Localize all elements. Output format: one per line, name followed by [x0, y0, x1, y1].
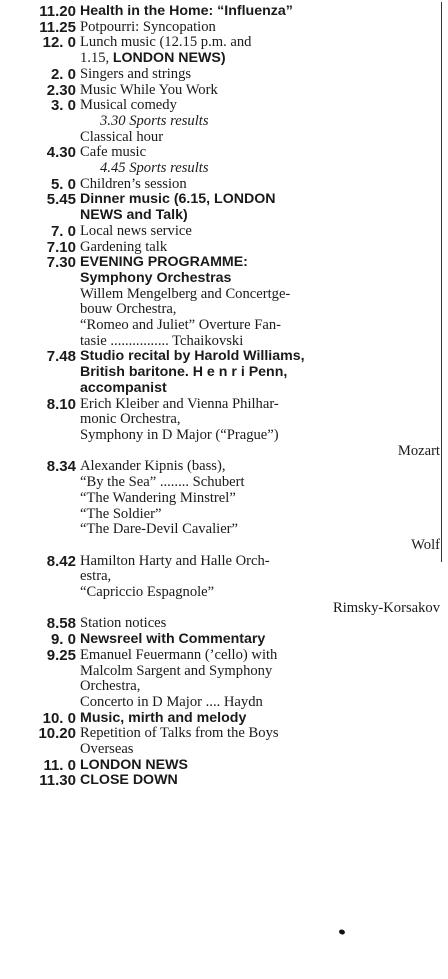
entry-time: 3. 0: [50, 97, 76, 115]
entry-line: Potpourri: Syncopation: [80, 18, 216, 35]
entry-line: Erich Kleiber and Vienna Philhar-: [80, 395, 279, 412]
schedule-entry: [0, 632, 444, 648]
entry-body: [78, 4, 444, 20]
entry-line: “By the Sea” ........ Schubert: [80, 474, 245, 491]
entry-time: 2.30: [46, 81, 76, 99]
entry-body: [78, 711, 444, 727]
entry-time: 8.58: [46, 615, 76, 633]
entry-line: Symphony in D Major (“Prague”): [80, 426, 279, 443]
entry-time: 4.30: [46, 144, 76, 162]
entry-line: Music While You Work: [80, 81, 218, 98]
entry-line: 4.45 Sports results: [100, 160, 209, 177]
entry-time: 11. 0: [43, 756, 76, 774]
entry-line: [80, 51, 440, 67]
entry-line: Concerto in D Major .... Haydn: [80, 693, 263, 710]
entry-line: Studio recital by Harold Williams,: [80, 348, 305, 365]
schedule-entry: [0, 554, 444, 617]
entry-body: [78, 758, 444, 774]
entry-line: Hamilton Harty and Halle Orch-: [80, 552, 270, 569]
entry-line: Local news service: [80, 222, 192, 239]
entry-time: 9.25: [46, 646, 76, 664]
schedule-entry: [0, 67, 444, 83]
entry-line: monic Orchestra,: [80, 411, 181, 428]
entry-line: accompanist: [80, 379, 167, 396]
entry-body: [78, 83, 444, 99]
entry-body: [78, 192, 444, 223]
entry-line: “The Soldier”: [80, 505, 162, 522]
entry-line: Newsreel with Commentary: [80, 631, 266, 648]
entry-time: 7.48: [46, 348, 76, 366]
entry-time: 10. 0: [42, 709, 76, 727]
entry-time: 5.45: [46, 191, 76, 209]
entry-line: “Capriccio Espagnole”: [80, 584, 215, 601]
schedule-entry: [0, 35, 444, 66]
entry-line: Repetition of Talks from the Boys: [80, 725, 279, 742]
schedule-entry: [0, 20, 444, 36]
entry-line: Musical comedy: [80, 97, 177, 114]
schedule-entry: [0, 616, 444, 632]
entry-line: NEWS and Talk): [80, 207, 188, 224]
schedule-entry: [0, 459, 444, 553]
entry-body: [78, 632, 444, 648]
entry-body: [78, 554, 444, 617]
entry-time: 7.30: [46, 254, 76, 272]
entry-line: “Romeo and Juliet” Overture Fan-: [80, 317, 282, 334]
schedule-entry: [0, 98, 444, 145]
entry-time: 7.10: [46, 238, 76, 256]
entry-line: tasie ................ Tchaikovski: [80, 332, 244, 349]
composer-name: Rimsky-Korsakov: [332, 599, 440, 616]
entry-line: Malcolm Sargent and Symphony: [80, 662, 273, 679]
schedule-entry: [0, 397, 444, 460]
entry-line: Willem Mengelberg and Concertge-: [80, 285, 291, 302]
entry-time: 8.42: [46, 552, 76, 570]
entry-body: [78, 773, 444, 789]
entry-body: [78, 177, 444, 193]
entry-line: “The Dare-Devil Cavalier”: [80, 521, 239, 538]
schedule-entry: [0, 192, 444, 223]
schedule-entry: [0, 349, 444, 396]
entry-line: Classical hour: [80, 128, 164, 145]
entry-line-part: 1.15,: [80, 50, 113, 67]
composer-name: Mozart: [397, 442, 440, 459]
entry-line: bouw Orchestra,: [80, 301, 177, 318]
entry-body: [78, 459, 444, 553]
entry-time: 2. 0: [50, 65, 76, 83]
entry-time: 5. 0: [50, 175, 76, 193]
entry-body: [78, 616, 444, 632]
entry-body: [78, 349, 444, 396]
composer-name: Wolf: [411, 536, 440, 553]
entry-body: [78, 648, 444, 711]
entry-time: 7. 0: [50, 222, 76, 240]
entry-line: [80, 35, 440, 51]
schedule-entry: [0, 758, 444, 774]
entry-time: 9. 0: [50, 631, 76, 649]
entry-line: 3.30 Sports results: [100, 112, 209, 129]
entry-time: 10.20: [38, 725, 76, 743]
entry-line: Singers and strings: [80, 65, 192, 82]
entry-time: 12. 0: [42, 34, 76, 52]
ink-speck: [338, 929, 345, 936]
entry-line: LONDON NEWS: [80, 756, 188, 773]
schedule-entry: [0, 726, 444, 757]
entry-body: [78, 145, 444, 176]
schedule-entry: [0, 224, 444, 240]
entry-line: Alexander Kipnis (bass),: [80, 458, 226, 475]
entry-line: Dinner music (6.15, LONDON: [80, 191, 276, 208]
schedule-entry: [0, 255, 444, 349]
schedule-entry: [0, 83, 444, 99]
entry-line: Cafe music: [80, 144, 147, 161]
entry-body: [78, 397, 444, 460]
entry-body: [78, 67, 444, 83]
entry-time: 11.30: [39, 772, 76, 790]
entry-line: “The Wandering Minstrel”: [80, 489, 236, 506]
entry-line-part: Lunch music (12.15 p.m. and: [80, 34, 252, 51]
entry-time: 8.10: [46, 395, 76, 413]
entry-line: Orchestra,: [80, 678, 141, 695]
schedule-entry: [0, 4, 444, 20]
entry-time: 11.25: [39, 18, 76, 36]
schedule-entry: [0, 145, 444, 176]
schedule-entry: [0, 648, 444, 711]
entry-time: 8.34: [46, 458, 76, 476]
entry-time: 11.20: [39, 3, 76, 20]
programme-listing: [0, 4, 444, 789]
entry-line: Health in the Home: “Influenza”: [80, 3, 293, 19]
entry-line: CLOSE DOWN: [80, 772, 178, 789]
entry-line: Station notices: [80, 615, 167, 632]
entry-body: [78, 98, 444, 145]
entry-body: [78, 35, 444, 66]
entry-body: [78, 255, 444, 349]
entry-body: [78, 726, 444, 757]
entry-line: Music, mirth and melody: [80, 709, 247, 726]
entry-line-part: LONDON NEWS): [112, 50, 226, 67]
entry-body: [78, 240, 444, 256]
schedule-entry: [0, 240, 444, 256]
entry-body: [78, 20, 444, 36]
schedule-entry: [0, 773, 444, 789]
entry-line: Overseas: [80, 741, 134, 758]
entry-line: EVENING PROGRAMME:: [80, 254, 248, 271]
schedule-entry: [0, 177, 444, 193]
entry-line: Emanuel Feuermann (’cello) with: [80, 646, 278, 663]
entry-line: Children’s session: [80, 175, 187, 192]
entry-line: Symphony Orchestras: [80, 269, 232, 286]
schedule-entry: [0, 711, 444, 727]
entry-line: Gardening talk: [80, 238, 168, 255]
entry-body: [78, 224, 444, 240]
entry-line: estra,: [80, 568, 112, 585]
entry-line: British baritone. H e n r i Penn,: [80, 364, 288, 381]
